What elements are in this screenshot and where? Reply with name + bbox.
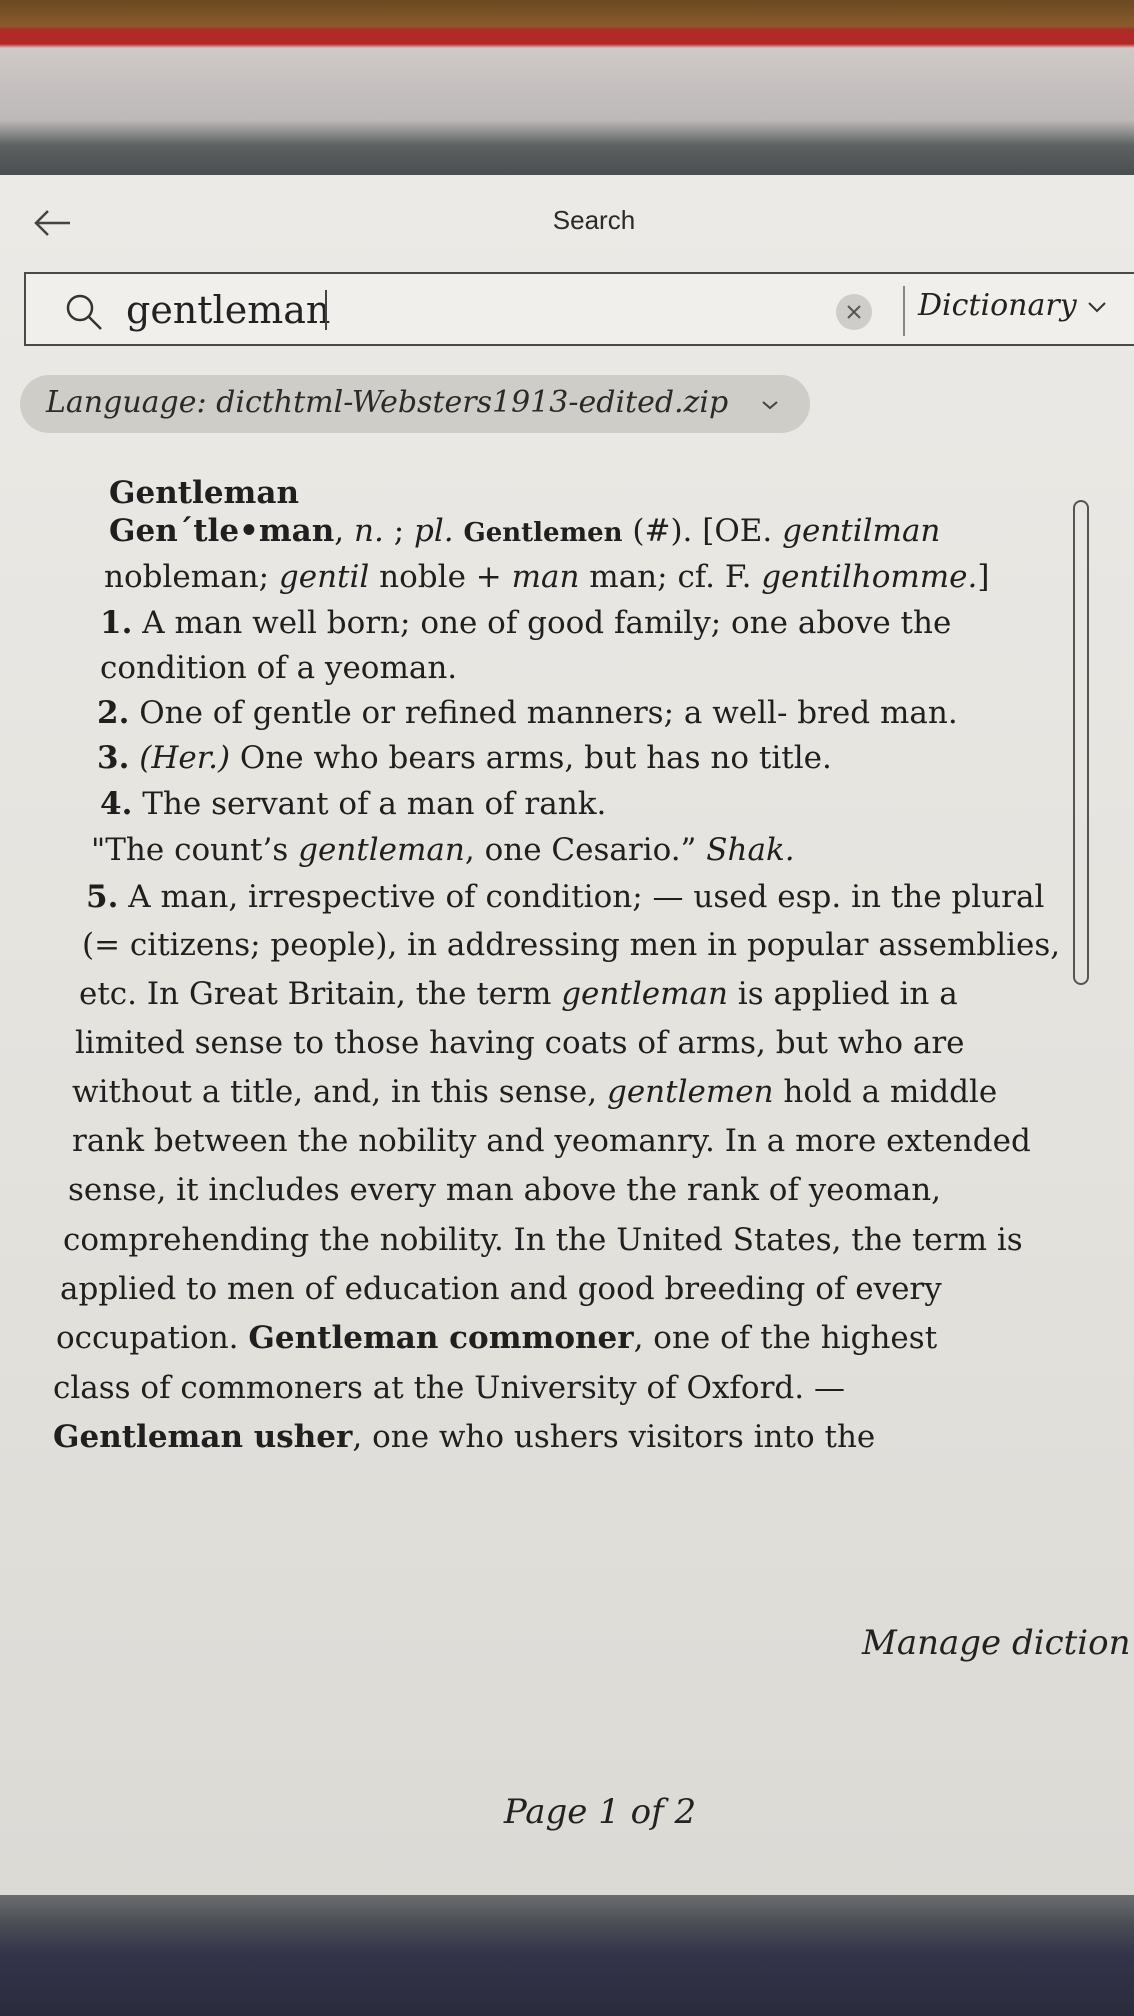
entry-text-segment: occupation. <box>56 1320 249 1356</box>
entry-text-segment: etc. In Great Britain, the term <box>79 976 562 1012</box>
entry-text-segment: One of gentle or refined manners; a well- bred man. <box>129 695 958 731</box>
entry-text-segment: gentilhomme. <box>761 559 978 595</box>
ereader-screen <box>0 175 1134 1895</box>
entry-text-segment: ; <box>383 513 414 549</box>
manage-dictionaries-link[interactable]: Manage diction <box>862 1623 1131 1663</box>
entry-text-segment: hold a middle <box>773 1074 998 1110</box>
entry-line <box>82 927 1060 963</box>
search-bar <box>24 272 1134 346</box>
header-bar <box>0 175 1134 270</box>
entry-line <box>97 695 958 731</box>
entry-text-segment: Gentleman usher <box>53 1419 353 1455</box>
entry-line <box>86 879 1044 915</box>
entry-text-segment: comprehending the nobility. In the United States, the term is <box>63 1222 1023 1258</box>
clear-search-button[interactable] <box>836 294 872 330</box>
entry-text-segment: sense, it includes every man above the rank of yeoman, <box>68 1172 942 1208</box>
entry-text-segment: gentleman <box>298 832 465 868</box>
dictionary-dropdown-label: Dictionary <box>918 288 1077 323</box>
language-selector-label: Language: dicthtml-Websters1913-edited.zip <box>46 385 729 420</box>
entry-text-segment: (Her.) <box>139 740 231 776</box>
entry-headword: Gentleman <box>109 475 299 511</box>
entry-text-segment: Gentlemen <box>463 518 623 548</box>
entry-line <box>53 1419 875 1455</box>
entry-text-segment: ] <box>977 559 990 595</box>
entry-text-segment: n. <box>354 513 384 549</box>
text-caret <box>325 290 327 330</box>
entry-text-segment: (#). [OE. <box>622 513 783 549</box>
entry-text-segment: "The count’s <box>91 832 299 868</box>
entry-text-segment: applied to men of education and good breeding of every <box>60 1271 942 1307</box>
entry-text-segment: , one Cesario.” <box>464 832 707 868</box>
entry-line <box>63 1222 1023 1258</box>
entry-text-segment: , one who ushers visitors into the <box>352 1419 876 1455</box>
entry-line <box>100 605 951 641</box>
entry-text-segment: gentlemen <box>606 1074 774 1110</box>
entry-text-segment: without a title, and, in this sense, <box>72 1074 607 1110</box>
entry-text-segment: noble + <box>369 559 512 595</box>
chevron-down-icon <box>1085 295 1109 319</box>
entry-line <box>100 786 606 822</box>
entry-text-segment: rank between the nobility and yeomanry. In a more extended <box>72 1123 1031 1159</box>
dictionary-dropdown[interactable] <box>918 288 1109 332</box>
entry-line <box>56 1320 937 1356</box>
page-title: Search <box>552 205 636 235</box>
chevron-down-icon <box>758 393 782 417</box>
entry-line <box>91 832 795 868</box>
device-bottom-bezel <box>0 1895 1134 2016</box>
entry-text-segment: limited sense to those having coats of arms, but who are <box>75 1025 965 1061</box>
entry-text-segment: 2. <box>97 695 130 731</box>
entry-line <box>68 1172 941 1208</box>
entry-line <box>100 650 457 686</box>
entry-text-segment: , <box>334 513 355 549</box>
language-selector[interactable] <box>20 375 810 433</box>
device-top-bezel <box>0 0 1134 175</box>
search-divider <box>903 286 905 336</box>
entry-text-segment <box>454 513 464 549</box>
entry-text-segment: nobleman; <box>104 559 279 595</box>
entry-text-segment: gentil <box>278 559 370 595</box>
entry-text-segment: Gen´tle•man <box>109 513 335 549</box>
page-indicator: Page 1 of 2 <box>503 1792 697 1832</box>
entry-text-segment: class of commoners at the University of Oxford. — <box>53 1370 845 1406</box>
entry-line <box>53 1370 845 1406</box>
entry-text-segment: A man well born; one of good family; one above the <box>132 605 952 641</box>
entry-text-segment: man; cf. F. <box>579 559 762 595</box>
entry-text-segment: The servant of a man of rank. <box>132 786 607 822</box>
entry-text-segment: gentilman <box>782 513 941 549</box>
entry-line <box>79 976 958 1012</box>
entry-line <box>72 1074 997 1110</box>
entry-text-segment: is applied in a <box>727 976 958 1012</box>
scrollbar[interactable] <box>1073 500 1089 985</box>
entry-text-segment: 3. <box>97 740 130 776</box>
entry-text-segment: 1. <box>100 605 133 641</box>
entry-text-segment: (= citizens; people), in addressing men in popular assemblies, <box>82 927 1061 963</box>
search-input[interactable] <box>126 284 746 336</box>
entry-text-segment: Shak. <box>706 832 795 868</box>
entry-text-segment: A man, irrespective of condition; — used esp. in the plural <box>118 879 1045 915</box>
entry-text-segment: Gentleman commoner <box>248 1320 634 1356</box>
entry-line <box>109 513 940 549</box>
entry-text-segment: 5. <box>86 879 119 915</box>
entry-line <box>60 1271 942 1307</box>
entry-text-segment: man <box>511 559 580 595</box>
entry-text-segment: pl. <box>414 513 454 549</box>
entry-text-segment: One who bears arms, but has no title. <box>230 740 832 776</box>
entry-text-segment: 4. <box>100 786 133 822</box>
entry-line <box>72 1123 1031 1159</box>
close-icon <box>836 294 872 330</box>
entry-text-segment <box>129 740 139 776</box>
search-icon <box>64 292 104 332</box>
entry-line <box>104 559 989 595</box>
entry-text-segment: , one of the highest <box>633 1320 938 1356</box>
entry-text-segment: condition of a yeoman. <box>100 650 458 686</box>
entry-line <box>97 740 832 776</box>
entry-line <box>75 1025 965 1061</box>
entry-text-segment: gentleman <box>561 976 728 1012</box>
